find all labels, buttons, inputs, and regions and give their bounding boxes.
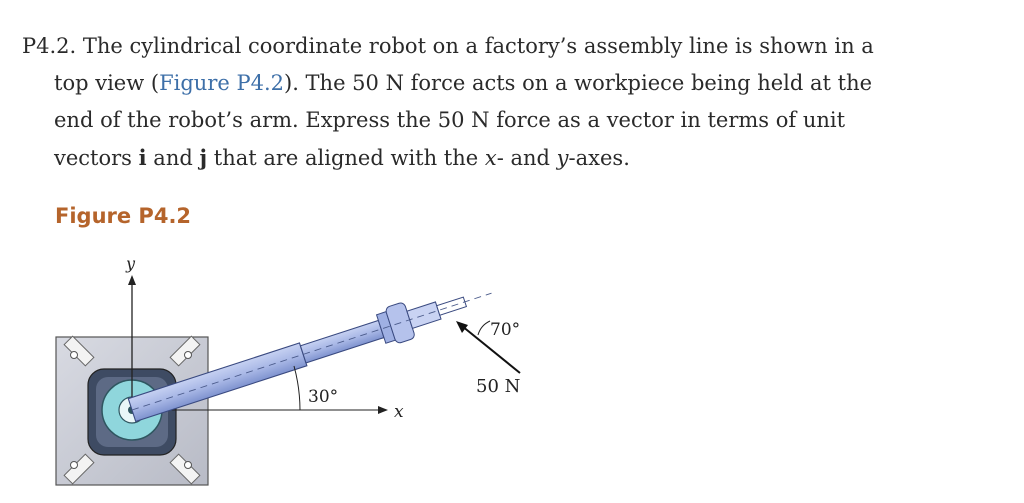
- problem-text-4d: - and: [496, 146, 557, 170]
- problem-text-1: The cylindrical coordinate robot on a factory’s assembly line is shown in a: [76, 34, 874, 58]
- problem-text-4a: vectors: [54, 146, 139, 170]
- problem-number: P4.2.: [22, 34, 77, 58]
- figure-reference-link[interactable]: Figure P4.2: [159, 71, 284, 95]
- robot-figure: [50, 245, 570, 495]
- problem-text-2b: ). The 50 N force acts on a workpiece being held at the: [284, 71, 873, 95]
- problem-text-2a: top view (: [54, 71, 160, 95]
- force-magnitude-label: 50 N: [476, 376, 521, 397]
- force-angle-label: 70°: [490, 320, 521, 340]
- unit-vector-i: i: [138, 145, 147, 170]
- figure-title: Figure P4.2: [55, 204, 192, 228]
- robot-diagram: [50, 245, 570, 495]
- problem-statement: [22, 28, 982, 177]
- problem-text-4e: -axes.: [568, 146, 630, 170]
- unit-vector-j: j: [199, 145, 208, 170]
- problem-line-1: [22, 28, 982, 65]
- arm-angle-arc: [294, 366, 300, 410]
- problem-line-4: [22, 139, 982, 177]
- problem-text-4c: that are aligned with the: [207, 146, 485, 170]
- force-angle-arc: [478, 321, 490, 335]
- axis-x-text: x: [484, 146, 497, 170]
- x-axis-label: x: [394, 402, 404, 422]
- problem-line-2: [22, 65, 982, 102]
- y-axis-label: y: [126, 254, 136, 273]
- axis-y-text: y: [556, 146, 569, 170]
- arm-angle-label: 30°: [308, 387, 339, 407]
- problem-line-3: end of the robot’s arm. Express the 50 N force as a vector in terms of unit: [54, 108, 846, 132]
- problem-text-4b: and: [146, 146, 200, 170]
